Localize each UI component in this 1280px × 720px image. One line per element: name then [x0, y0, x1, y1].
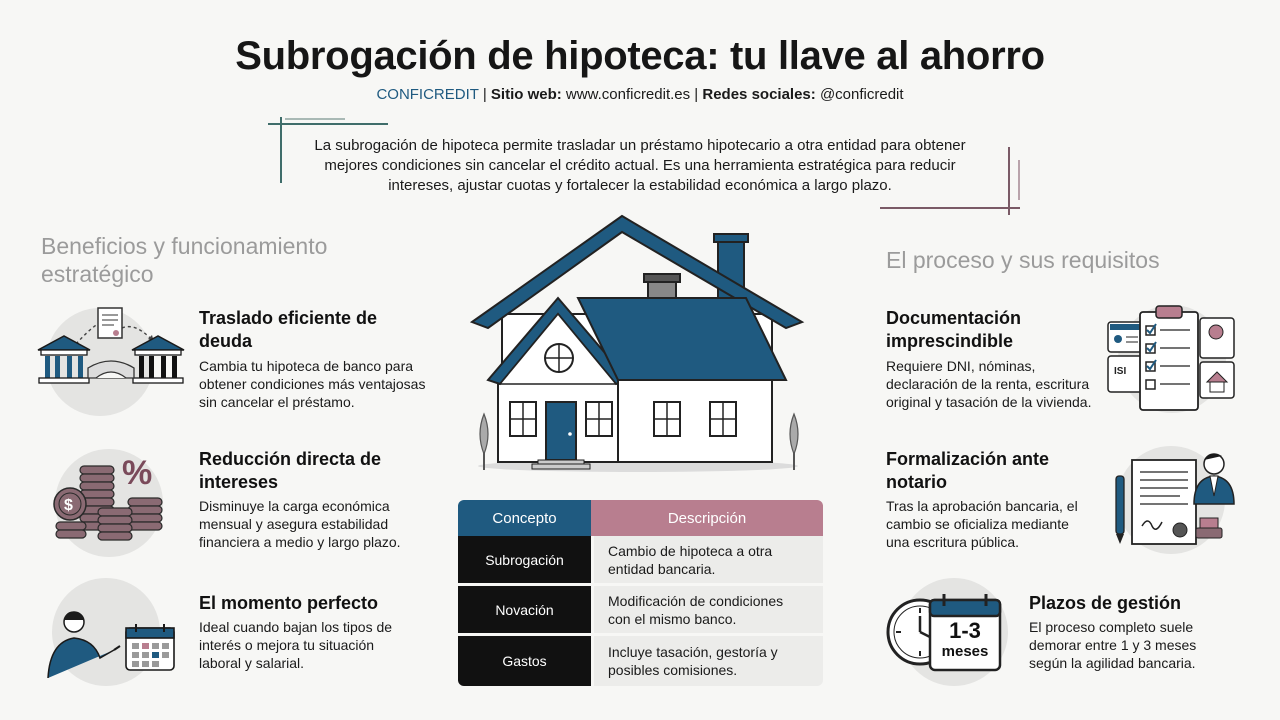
frame-line [880, 207, 1020, 209]
benefit-desc-1: Cambia tu hipoteca de banco para obtener condiciones más ventajosas sin cancelar el préstamo. [199, 358, 426, 410]
process-desc-2: Tras la aprobación bancaria, el cambio se oficializa mediante una escritura pública. [886, 498, 1078, 550]
frame-line [280, 117, 282, 183]
notary-document-icon [1110, 446, 1240, 554]
intro-paragraph: La subrogación de hipoteca permite trasladar un préstamo hipotecario a otra entidad para obtener mejores condiciones sin cancelar el crédito actual. Es una herramienta estratégica para reducir intereses, ajustar cuotas y fortalecer la estabilidad económica a largo plazo. [314, 137, 966, 194]
benefit-title-1: Traslado eficiente de deuda [199, 308, 378, 351]
duration-badge: 1-3 meses [941, 618, 989, 660]
benefit-desc-2: Disminuye la carga económica mensual y asegura estabilidad financiera a medio y largo plazo. [199, 498, 401, 550]
coins-percent-icon [50, 452, 170, 544]
documents-clipboard-icon [1106, 302, 1238, 414]
table-cell-desc: Incluye tasación, gestoría y posibles comisiones. [591, 636, 823, 686]
svg-text:%: % [122, 454, 153, 492]
table-cell-desc: Modificación de condiciones con el mismo banco. [591, 586, 823, 636]
svg-text:$: $ [64, 497, 73, 514]
social-handle[interactable]: @conficredit [815, 86, 904, 103]
website-link[interactable]: www.conficredit.es [561, 86, 691, 103]
process-desc-3: El proceso completo suele demorar entre 1 y 3 meses según la agilidad bancaria. [1029, 619, 1197, 671]
benefit-title-2: Reducción directa de intereses [199, 449, 382, 492]
frame-line [268, 123, 388, 125]
process-title-1: Documentación imprescindible [886, 308, 1022, 351]
frame-line [1018, 160, 1020, 200]
brand-name: CONFICREDIT [376, 86, 479, 103]
process-title-2: Formalización ante notario [886, 449, 1050, 492]
table-row [458, 636, 823, 686]
svg-text:ISI: ISI [1114, 366, 1127, 377]
right-section-title: El proceso y sus requisitos [886, 247, 1160, 273]
brand-line: CONFICREDIT | Sitio web: www.conficredit.es | Redes sociales: @conficredit [376, 86, 904, 103]
frame-line [285, 118, 345, 120]
bank-transfer-icon [36, 306, 186, 398]
social-label: Redes sociales: [702, 86, 816, 103]
house-illustration [466, 214, 811, 474]
table-row [458, 536, 823, 586]
process-title-3: Plazos de gestión [1029, 593, 1182, 613]
table-cell-desc: Cambio de hipoteca a otra entidad bancaria. [591, 536, 823, 586]
benefit-title-3: El momento perfecto [199, 593, 379, 613]
table-cell-concept: Subrogación [458, 536, 591, 586]
table-header-concepto: Concepto [458, 500, 591, 536]
concept-table [458, 500, 823, 686]
website-label: Sitio web: [490, 86, 562, 103]
frame-line [1008, 147, 1010, 215]
table-header-descripcion: Descripción [591, 500, 823, 536]
process-desc-1: Requiere DNI, nóminas, declaración de la renta, escritura original y tasación de la vivienda. [886, 358, 1092, 410]
benefit-desc-3: Ideal cuando bajan los tipos de interés o mejora tu situación laboral y salarial. [199, 619, 393, 671]
table-row [458, 586, 823, 636]
left-section-title: Beneficios y funcionamiento estratégico [41, 233, 328, 287]
table-cell-concept: Novación [458, 586, 591, 636]
table-cell-concept: Gastos [458, 636, 591, 686]
page-title: Subrogación de hipoteca: tu llave al ahorro [235, 34, 1045, 78]
person-calendar-icon [42, 608, 182, 682]
